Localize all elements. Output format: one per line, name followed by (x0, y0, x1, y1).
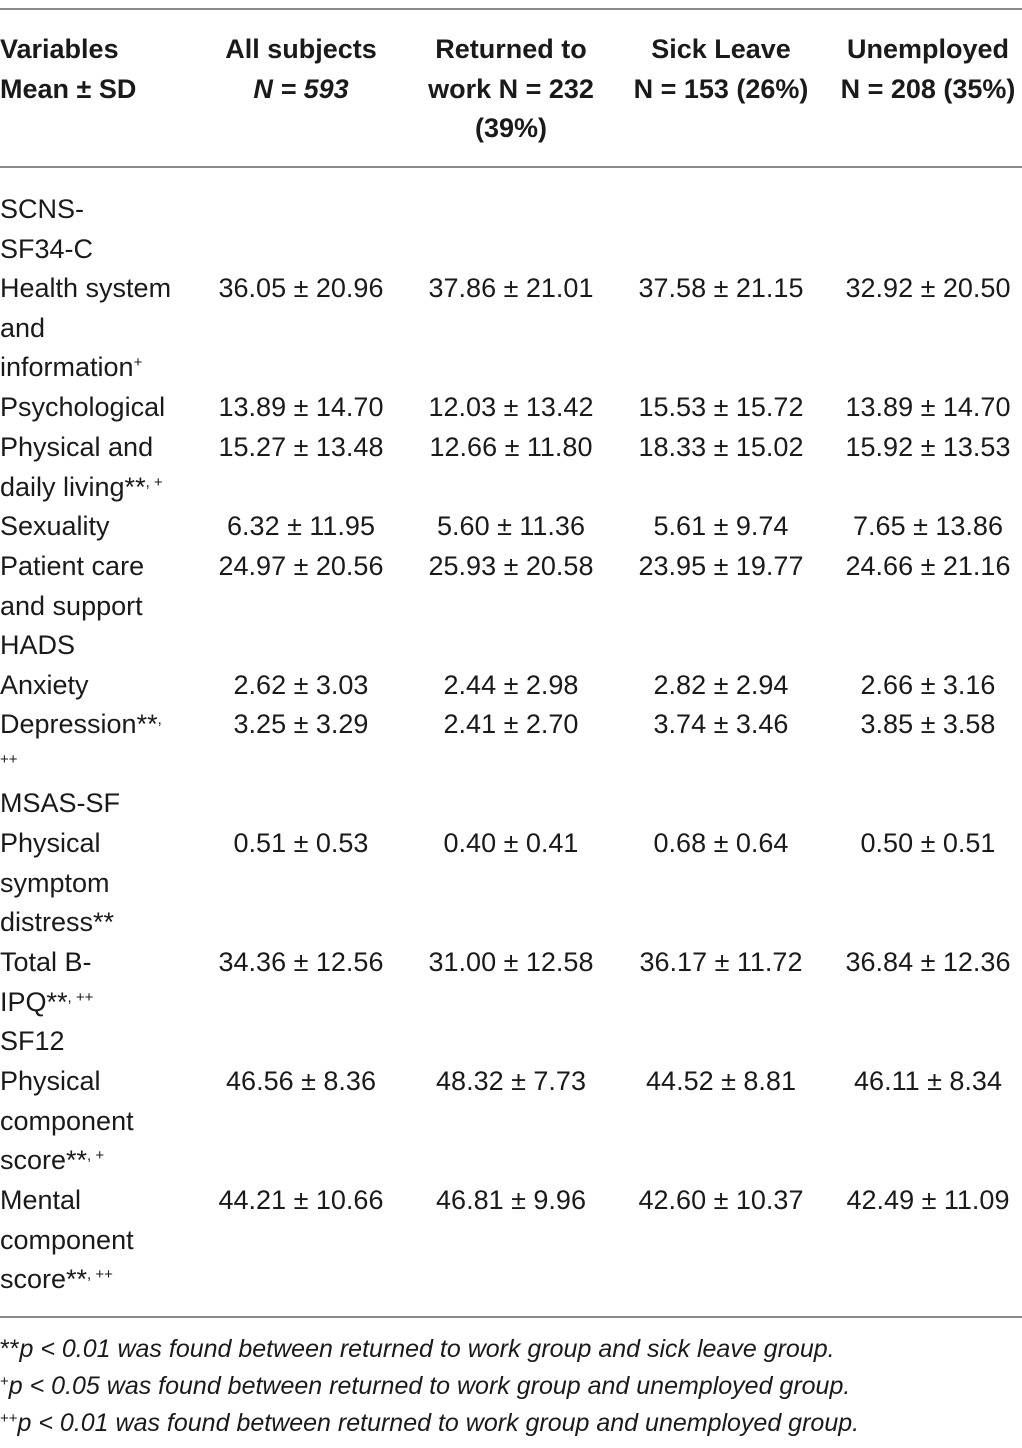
row-label-text: MSAS-SF (0, 788, 121, 818)
cell-returned-to-work: 37.86 ± 21.01 (428, 273, 594, 303)
cell-all-subjects: 13.89 ± 14.70 (218, 392, 384, 422)
row-label-superscript: + (133, 354, 143, 372)
row-label (0, 824, 200, 943)
row-label-text: Physical component score** (0, 1066, 134, 1176)
cell-unemployed: 46.11 ± 8.34 (854, 1066, 1002, 1096)
header-unemployed (828, 30, 1022, 109)
row-label (0, 626, 200, 666)
row-label (0, 705, 200, 784)
row-label (0, 190, 200, 269)
row-label-text: Anxiety (0, 670, 89, 700)
footnote-1-text: p < 0.01 was found between returned to work group and sick leave group. (19, 1335, 835, 1363)
footnotes (0, 1331, 1022, 1442)
row-label-superscript: , ++ (67, 988, 94, 1006)
cell-sick-leave: 15.53 ± 15.72 (638, 392, 804, 422)
cell-all-subjects: 46.56 ± 8.36 (226, 1066, 376, 1096)
cell-unemployed: 0.50 ± 0.51 (860, 828, 996, 858)
cell-returned-to-work: 12.66 ± 11.80 (429, 432, 593, 462)
header-sick-line2: N = 153 (26%) (633, 73, 809, 104)
row-label (0, 547, 200, 626)
row-label (0, 1181, 200, 1300)
header-unemp-line1: Unemployed (846, 34, 1010, 64)
row-label-text: Physical and daily living** (0, 432, 154, 502)
footnote-2 (0, 1368, 1022, 1405)
header-all-line1: All subjects (225, 34, 377, 64)
row-label-text: SCNS- SF34-C (0, 194, 94, 264)
row-label (0, 428, 200, 507)
footnote-3 (0, 1405, 1022, 1442)
header-sick-line1: Sick Leave (651, 34, 791, 64)
footnote-3-mark: ++ (0, 1410, 18, 1427)
row-label-superscript: , + (87, 1147, 105, 1165)
header-unemp-line2: N = 208 (35%) (840, 73, 1016, 104)
row-label-text: Psychological (0, 392, 166, 422)
cell-all-subjects: 24.97 ± 20.56 (218, 551, 384, 581)
cell-unemployed: 2.66 ± 3.16 (860, 670, 996, 700)
header-all-subjects (200, 30, 402, 109)
cell-unemployed: 36.84 ± 12.36 (845, 947, 1011, 977)
cell-all-subjects: 34.36 ± 12.56 (218, 947, 384, 977)
header-variables (0, 30, 200, 109)
cell-all-subjects: 36.05 ± 20.96 (218, 273, 384, 303)
row-label-superscript: , ++ (87, 1266, 113, 1284)
cell-unemployed: 24.66 ± 21.16 (845, 551, 1011, 581)
row-label (0, 784, 200, 824)
cell-returned-to-work: 46.81 ± 9.96 (436, 1185, 586, 1215)
cell-sick-leave: 5.61 ± 9.74 (653, 511, 789, 541)
header-rtw-line3: (39%) (474, 113, 548, 144)
table-bottom-rule (0, 1316, 1022, 1318)
row-label (0, 1022, 200, 1062)
cell-returned-to-work: 0.40 ± 0.41 (443, 828, 579, 858)
cell-sick-leave: 44.52 ± 8.81 (646, 1066, 796, 1096)
cell-all-subjects: 44.21 ± 10.66 (218, 1185, 384, 1215)
footnote-3-text: p < 0.01 was found between returned to work group and unemployed group. (17, 1409, 860, 1437)
cell-returned-to-work: 5.60 ± 11.36 (437, 511, 585, 541)
row-label (0, 269, 200, 388)
cell-returned-to-work: 25.93 ± 20.58 (428, 551, 594, 581)
header-all-line2: N = 593 (253, 73, 349, 104)
row-label-text: Mental component score** (0, 1185, 134, 1295)
row-label-text: Depression** (0, 709, 158, 739)
cell-all-subjects: 15.27 ± 13.48 (218, 432, 384, 462)
cell-returned-to-work: 2.41 ± 2.70 (443, 709, 579, 739)
cell-all-subjects: 0.51 ± 0.53 (233, 828, 369, 858)
cell-sick-leave: 2.82 ± 2.94 (653, 670, 789, 700)
row-label-text: Health system and information (0, 273, 172, 383)
row-label-text: Sexuality (0, 511, 110, 541)
cell-unemployed: 42.49 ± 11.09 (846, 1185, 1010, 1215)
header-variables-line1: Variables (0, 34, 119, 64)
row-label (0, 943, 200, 1022)
cell-unemployed: 32.92 ± 20.50 (845, 273, 1011, 303)
cell-all-subjects: 6.32 ± 11.95 (227, 511, 375, 541)
row-label-text: SF12 (0, 1026, 65, 1056)
cell-all-subjects: 3.25 ± 3.29 (233, 709, 369, 739)
header-bottom-rule (0, 166, 1022, 168)
cell-returned-to-work: 2.44 ± 2.98 (443, 670, 579, 700)
row-label-text: Patient care and support (0, 551, 145, 621)
row-label-superscript: , ++ (0, 711, 162, 768)
header-sick-leave (616, 30, 826, 109)
cell-returned-to-work: 48.32 ± 7.73 (436, 1066, 586, 1096)
footnote-1-mark: ** (0, 1335, 20, 1363)
footnote-1 (0, 1331, 1022, 1368)
row-label-text: HADS (0, 630, 76, 660)
cell-unemployed: 15.92 ± 13.53 (845, 432, 1011, 462)
row-label (0, 1062, 200, 1181)
cell-unemployed: 7.65 ± 13.86 (853, 511, 1003, 541)
header-returned-to-work (410, 30, 612, 149)
header-variables-line2: Mean ± SD (0, 73, 137, 104)
row-label (0, 666, 200, 706)
cell-all-subjects: 2.62 ± 3.03 (233, 670, 369, 700)
table-top-rule (0, 8, 1022, 10)
row-label (0, 507, 200, 547)
cell-returned-to-work: 31.00 ± 12.58 (428, 947, 594, 977)
cell-sick-leave: 42.60 ± 10.37 (638, 1185, 804, 1215)
footnote-2-text: p < 0.05 was found between returned to work group and unemployed group. (8, 1372, 851, 1400)
header-rtw-line2: work N = 232 (428, 73, 594, 104)
cell-sick-leave: 37.58 ± 21.15 (638, 273, 804, 303)
cell-unemployed: 3.85 ± 3.58 (860, 709, 996, 739)
cell-sick-leave: 0.68 ± 0.64 (653, 828, 789, 858)
cell-sick-leave: 36.17 ± 11.72 (639, 947, 803, 977)
cell-sick-leave: 18.33 ± 15.02 (638, 432, 804, 462)
row-label-text: Total B- IPQ** (0, 947, 92, 1017)
row-label-text: Physical symptom distress** (0, 828, 115, 938)
cell-unemployed: 13.89 ± 14.70 (845, 392, 1011, 422)
row-label-superscript: , + (145, 473, 163, 491)
cell-sick-leave: 3.74 ± 3.46 (653, 709, 789, 739)
cell-sick-leave: 23.95 ± 19.77 (638, 551, 804, 581)
footnote-2-mark: + (0, 1373, 9, 1390)
header-rtw-line1: Returned to (435, 34, 587, 64)
row-label (0, 388, 200, 428)
cell-returned-to-work: 12.03 ± 13.42 (428, 392, 594, 422)
